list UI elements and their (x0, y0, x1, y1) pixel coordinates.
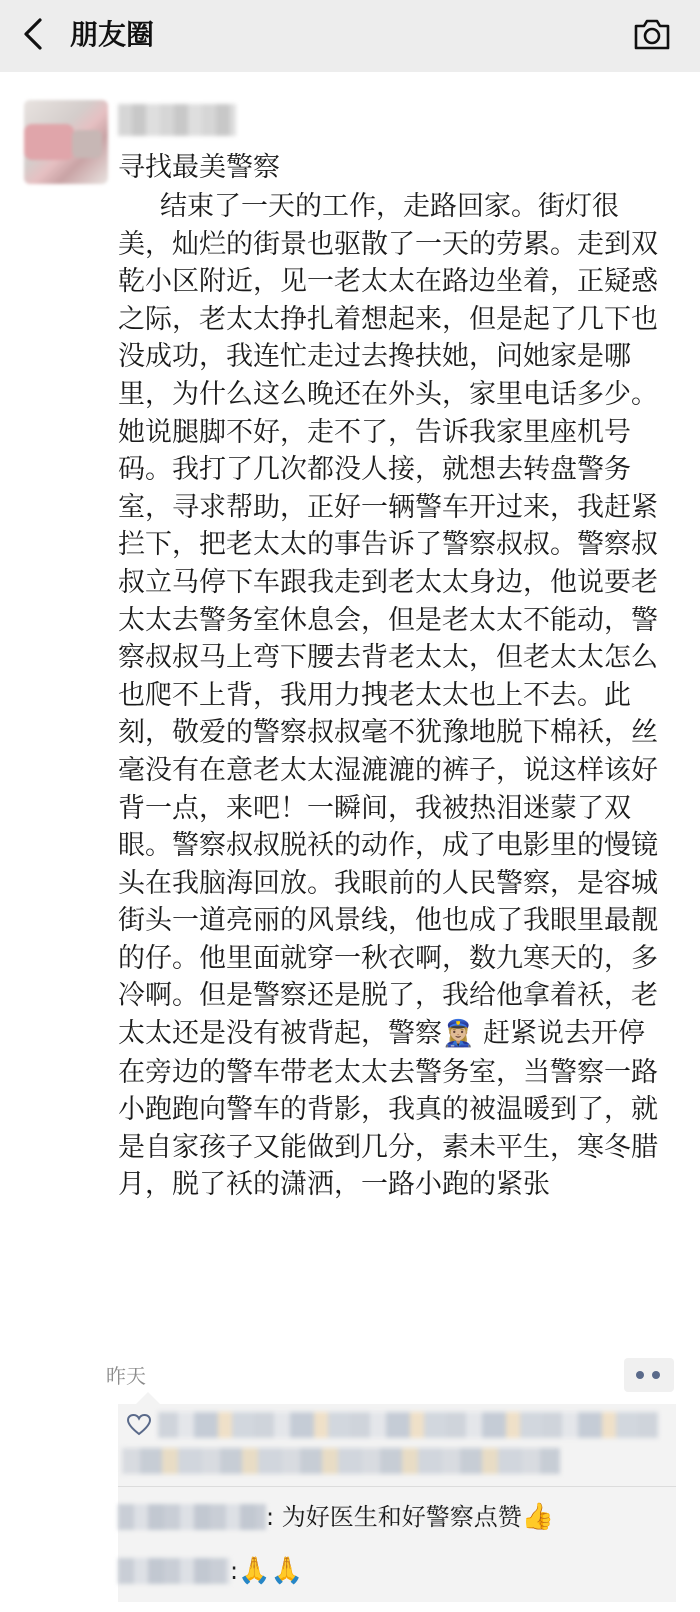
thumbs-up-emoji: 👍 (521, 1502, 555, 1532)
camera-icon[interactable] (632, 16, 672, 52)
police-emoji: 👮🏼‍♀️ (442, 1019, 475, 1050)
comment-text: : 为好医生和好警察点赞 (266, 1503, 522, 1531)
pray-emoji: 🙏🙏 (238, 1556, 303, 1586)
comment-item[interactable] (118, 1496, 554, 1536)
comment-text: : (230, 1557, 239, 1585)
post-body (118, 188, 658, 1204)
likes-row (118, 1404, 676, 1482)
top-bar (0, 0, 700, 72)
post-body-text: 结束了一天的工作，走路回家。街灯很美，灿烂的街景也驱散了一天的劳累。走到双乾小区附近，见一老太太在路边坐着，正疑惑之际，老太太挣扎着想起来，但是起了几下也没成功，我连忙走过去搀扶她，问她家是哪里，为什么这么晚还在外头，家里电话多少。她说腿脚不好，走不了，告诉我家里座机号码。我打了几次都没人接，就想去转盘警务室，寻求帮助，正好一辆警车开过来，我赶紧拦下，把老太太的事告诉了警察叔叔。警察叔叔立马停下车跟我走到老太太身边，他说要老太太去警务室休息会，但是老太太不能动，警察叔叔马上弯下腰去背老太太，但老太太怎么也爬不上背，我用力拽老太太也上不去。此刻，敬爱的警察叔叔毫不犹豫地脱下棉袄，丝毫没有在意老太太湿漉漉的裤子，说这样该好背一点，来吧！一瞬间，我被热泪迷蒙了双眼。警察叔叔脱袄的动作，成了电影里的慢镜头在我脑海回放。我眼前的人民警察，是容城街头一道亮丽的风景线，他也成了我眼里最靓的仔。他里面就穿一秋衣啊，数九寒天的，多冷啊。但是警察还是脱了，我给他拿着袄，老太太还是没有被背起，警察 (118, 191, 658, 1050)
avatar[interactable] (24, 100, 108, 184)
commenter-name-blurred[interactable] (118, 1504, 266, 1530)
post-timestamp: 昨天 (106, 1364, 146, 1388)
chevron-left-icon[interactable] (14, 14, 54, 54)
author-name-blurred[interactable] (118, 104, 236, 136)
likes-comments-panel (118, 1404, 676, 1602)
commenter-name-blurred[interactable] (118, 1558, 230, 1584)
divider (118, 1486, 676, 1487)
likers-blurred[interactable] (158, 1412, 658, 1438)
post-body-text-continued: 赶紧说去开停在旁边的警车带老太太去警务室，当警察一路小跑跑向警车的背影，我真的被温暖到了，就是自家孩子又能做到几分，素未平生，寒冬腊月，脱了袄的潇洒，一路小跑的紧张 (118, 1018, 658, 1201)
page-title: 朋友圈 (70, 18, 155, 51)
post-title: 寻找最美警察 (118, 152, 280, 183)
comment-item[interactable] (118, 1550, 303, 1590)
heart-outline-icon (126, 1412, 152, 1438)
more-dots-icon[interactable] (624, 1358, 674, 1392)
likers-blurred-line2[interactable] (122, 1448, 560, 1474)
